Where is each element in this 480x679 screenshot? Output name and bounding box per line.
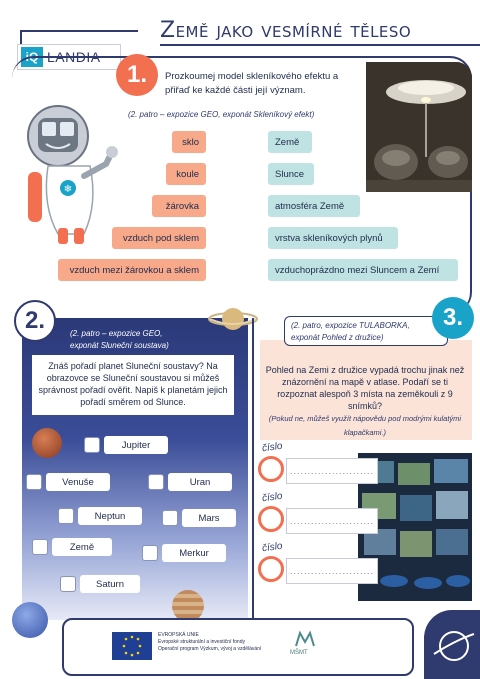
section1-exhibit: (2. patro – expozice GEO, exponát Skleníkový efekt) <box>128 110 315 119</box>
answer-number-circle-3[interactable] <box>258 556 284 582</box>
saturn-image <box>208 302 258 336</box>
left-item-air-under-glass[interactable]: vzduch pod sklem <box>112 227 206 249</box>
planet-label-venus: Venuše <box>46 473 110 491</box>
planet-label-mercury: Merkur <box>162 544 226 562</box>
header-frame-line <box>20 30 138 32</box>
section1-task: Prozkoumej model skleníkového efektu a přiřaď ke každé části její význam. <box>165 71 339 96</box>
mars-image <box>32 428 62 458</box>
planet-label-earth: Země <box>52 538 112 556</box>
order-box-uranus[interactable] <box>148 474 164 490</box>
order-box-saturn[interactable] <box>60 576 76 592</box>
eu-flag-icon <box>112 632 152 660</box>
section2-exhibit-line2: exponát Sluneční soustava) <box>70 341 169 350</box>
logo-badge: iQ <box>21 47 43 67</box>
title-underline <box>160 44 480 46</box>
svg-text:❄: ❄ <box>63 184 73 195</box>
answer-number-circle-2[interactable] <box>258 506 284 532</box>
page-title: Země jako vesmírné těleso <box>160 18 412 43</box>
order-box-jupiter[interactable] <box>84 437 100 453</box>
section1-number: 1. <box>116 54 158 96</box>
planet-label-uranus: Uran <box>168 473 232 491</box>
right-item-greenhouse-gases[interactable]: vrstva skleníkových plynů <box>268 227 398 249</box>
footer-line1: EVROPSKÁ UNIE <box>158 632 199 638</box>
section3-task: Pohled na Zemi z družice vypadá trochu jinak než znázornění na mapě v atlase. Podaří se ti rozpoznat alespoň 3 místa na zeměkouli z 9 snímků? <box>265 365 465 411</box>
answer-label-3: číslo <box>261 540 284 555</box>
order-box-venus[interactable] <box>26 474 42 490</box>
section3-exhibit-line1: (2. patro, expozice TULABORKA, <box>291 321 410 330</box>
right-item-sun[interactable]: Slunce <box>268 163 314 185</box>
header-frame-edge <box>20 30 22 44</box>
right-item-vacuum[interactable]: vzduchoprázdno mezi Sluncem a Zemí <box>268 259 458 281</box>
planet-label-neptune: Neptun <box>78 507 142 525</box>
robot-astronaut-illustration <box>18 96 128 246</box>
left-item-air-between[interactable]: vzduch mezi žárovkou a sklem <box>58 259 206 281</box>
greenhouse-model-photo <box>366 62 472 192</box>
msmt-logo-text: MŠMT <box>290 650 308 656</box>
section2-exhibit-line1: (2. patro – expozice GEO, <box>70 329 163 338</box>
answer-label-1: číslo <box>261 440 284 455</box>
logo-text: LANDIA <box>47 49 101 65</box>
left-item-bulb[interactable]: žárovka <box>152 195 206 217</box>
footer-line2: Evropské strukturální a investiční fondy <box>158 639 245 645</box>
section3-exhibit <box>284 316 448 346</box>
order-box-mercury[interactable] <box>142 545 158 561</box>
order-box-neptune[interactable] <box>58 508 74 524</box>
planet-label-jupiter: Jupiter <box>104 436 168 454</box>
section3-exhibit-line2: exponát Pohled z družice) <box>291 333 384 342</box>
section3-hint: (Pokud ne, můžeš využít nápovědu pod modrými kulatými klapačkami.) <box>268 414 462 437</box>
section2-exhibit <box>70 328 169 352</box>
planet-label-saturn: Saturn <box>80 575 140 593</box>
section3-number: 3. <box>432 297 474 339</box>
neptune-image <box>12 602 48 638</box>
answer-field-2[interactable]: ........................ <box>286 508 378 534</box>
section2-task: Znáš pořadí planet Sluneční soustavy? Na obrazovce se Sluneční soustavou si můžeš správnost pořadí ověřit. Napiš k planetám jejich pořadí směrem od Slunce. <box>38 361 228 407</box>
right-item-atmosphere[interactable]: atmosféra Země <box>268 195 360 217</box>
planet-label-mars: Mars <box>182 509 236 527</box>
order-box-mars[interactable] <box>162 510 178 526</box>
msmt-logo-icon <box>294 630 316 648</box>
footer-eu-text <box>158 632 268 653</box>
answer-number-circle-1[interactable] <box>258 456 284 482</box>
planet-orbit-corner-icon <box>424 610 480 679</box>
left-item-ball[interactable]: koule <box>166 163 206 185</box>
answer-field-3[interactable]: ........................ <box>286 558 378 584</box>
section2-number: 2. <box>14 300 56 342</box>
right-item-earth[interactable]: Země <box>268 131 312 153</box>
answer-field-1[interactable]: ........................ <box>286 458 378 484</box>
footer-line3: Operační program Výzkum, vývoj a vzdělávání <box>158 646 262 652</box>
order-box-earth[interactable] <box>32 539 48 555</box>
left-item-glass[interactable]: sklo <box>172 131 206 153</box>
answer-label-2: číslo <box>261 490 284 505</box>
